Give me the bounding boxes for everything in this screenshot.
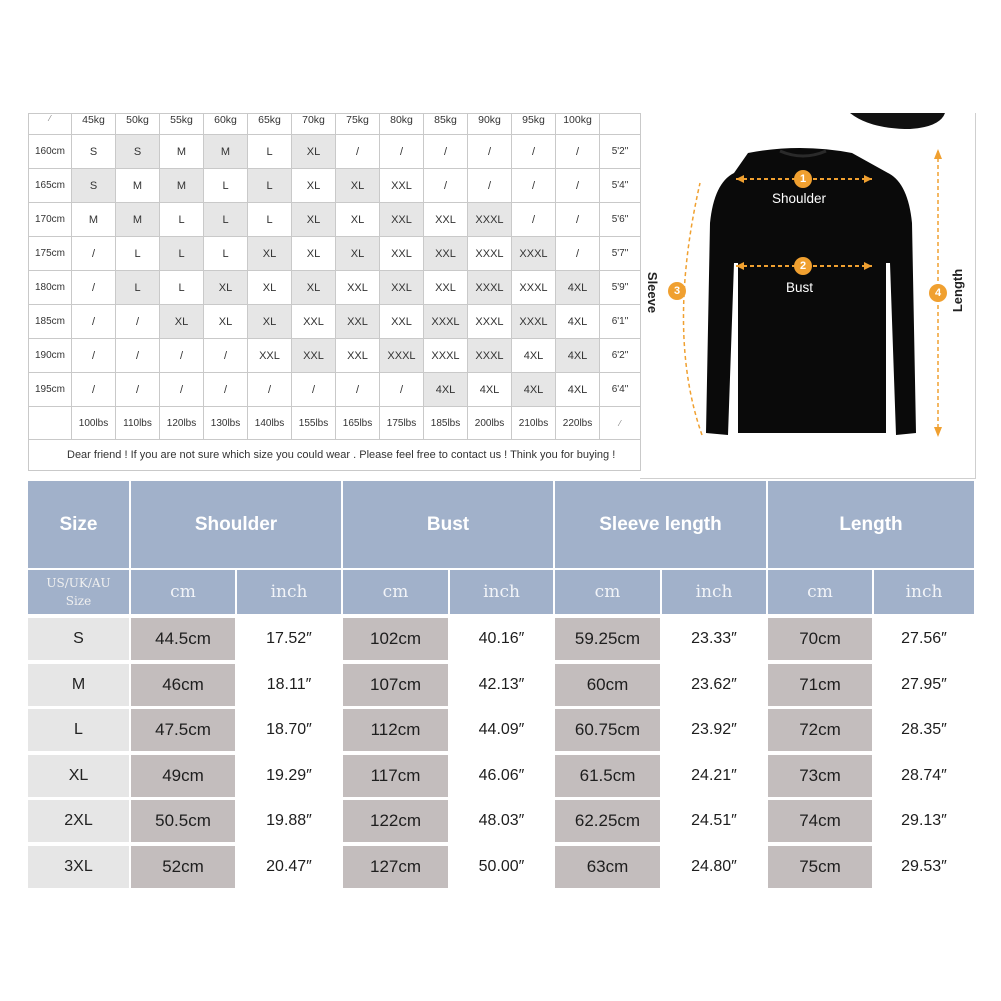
size-column-header: Size bbox=[28, 481, 129, 568]
weight-kg-header: 95kg bbox=[512, 114, 556, 135]
size-recommendation-cell: XL bbox=[336, 203, 380, 237]
size-recommendation-cell: S bbox=[116, 135, 160, 169]
size-recommendation-cell: XXXL bbox=[512, 237, 556, 271]
weight-lbs-label: 165lbs bbox=[336, 407, 380, 440]
size-label-cell: L bbox=[28, 709, 129, 751]
grid-note-row bbox=[29, 440, 641, 471]
unit-inch-header: inch bbox=[874, 570, 974, 614]
measurement-inch-cell: 19.29″ bbox=[237, 755, 341, 797]
unit-cm-header: cm bbox=[555, 570, 660, 614]
measurement-inch-cell: 27.95″ bbox=[874, 664, 974, 706]
size-recommendation-cell: XXXL bbox=[468, 305, 512, 339]
size-recommendation-cell: XXXL bbox=[468, 237, 512, 271]
height-cm-label: 195cm bbox=[29, 373, 72, 407]
unit-inch-header: inch bbox=[237, 570, 341, 614]
height-inch-label: 6'1" bbox=[600, 305, 641, 339]
size-recommendation-cell: XXL bbox=[336, 271, 380, 305]
size-recommendation-cell: M bbox=[160, 135, 204, 169]
size-recommendation-cell: XXL bbox=[380, 203, 424, 237]
size-recommendation-cell: / bbox=[248, 373, 292, 407]
measurement-inch-cell: 23.33″ bbox=[662, 618, 766, 660]
size-recommendation-cell: / bbox=[72, 271, 116, 305]
measurement-inch-cell: 19.88″ bbox=[237, 800, 341, 842]
size-label-cell: S bbox=[28, 618, 129, 660]
weight-kg-header: 65kg bbox=[248, 114, 292, 135]
region-label-line2: Size bbox=[65, 594, 92, 608]
size-recommendation-cell: XL bbox=[292, 169, 336, 203]
size-recommendation-cell: XL bbox=[248, 237, 292, 271]
measurement-inch-cell: 24.80″ bbox=[662, 846, 766, 888]
weight-kg-header: 70kg bbox=[292, 114, 336, 135]
shoulder-label: Shoulder bbox=[772, 191, 827, 206]
measurement-cm-cell: 75cm bbox=[768, 846, 872, 888]
size-recommendation-cell: / bbox=[72, 339, 116, 373]
size-recommendation-cell: / bbox=[336, 135, 380, 169]
measurement-cm-cell: 63cm bbox=[555, 846, 660, 888]
size-recommendation-cell: XL bbox=[336, 169, 380, 203]
size-recommendation-cell: L bbox=[248, 135, 292, 169]
measurement-cm-cell: 47.5cm bbox=[131, 709, 235, 751]
size-recommendation-cell: XL bbox=[292, 237, 336, 271]
size-recommendation-cell: / bbox=[72, 305, 116, 339]
size-recommendation-cell: L bbox=[160, 237, 204, 271]
height-cm-label: 175cm bbox=[29, 237, 72, 271]
measurement-cm-cell: 62.25cm bbox=[555, 800, 660, 842]
grid-corner-bottom bbox=[29, 407, 72, 440]
measurement-cm-cell: 52cm bbox=[131, 846, 235, 888]
size-recommendation-cell: XL bbox=[292, 135, 336, 169]
grid-row bbox=[29, 237, 641, 271]
measurement-inch-cell: 20.47″ bbox=[237, 846, 341, 888]
weight-lbs-label: 185lbs bbox=[424, 407, 468, 440]
size-recommendation-cell: 4XL bbox=[556, 339, 600, 373]
size-recommendation-cell: XXXL bbox=[380, 339, 424, 373]
grid-row bbox=[29, 135, 641, 169]
height-inch-label: 6'4" bbox=[600, 373, 641, 407]
size-recommendation-cell: XXL bbox=[292, 339, 336, 373]
measurement-inch-cell: 24.51″ bbox=[662, 800, 766, 842]
weight-lbs-label: 140lbs bbox=[248, 407, 292, 440]
size-recommendation-cell: / bbox=[424, 135, 468, 169]
weight-kg-header: 90kg bbox=[468, 114, 512, 135]
measurement-cm-cell: 70cm bbox=[768, 618, 872, 660]
size-recommendation-cell: XXL bbox=[336, 305, 380, 339]
weight-kg-header: 75kg bbox=[336, 114, 380, 135]
weight-kg-header: 85kg bbox=[424, 114, 468, 135]
size-recommendation-cell: / bbox=[424, 169, 468, 203]
grid-row bbox=[29, 169, 641, 203]
sleeve-label: Sleeve bbox=[645, 271, 661, 314]
measurement-inch-cell: 18.11″ bbox=[237, 664, 341, 706]
measurement-inch-cell: 44.09″ bbox=[450, 709, 553, 751]
size-recommendation-cell: / bbox=[380, 373, 424, 407]
sleeve-length-column-header: Sleeve length bbox=[555, 481, 766, 568]
size-recommendation-cell: XXL bbox=[424, 237, 468, 271]
height-inch-label: 5'9" bbox=[600, 271, 641, 305]
measurement-inch-cell: 50.00″ bbox=[450, 846, 553, 888]
size-recommendation-cell: / bbox=[116, 373, 160, 407]
measurement-cm-cell: 49cm bbox=[131, 755, 235, 797]
height-cm-label: 170cm bbox=[29, 203, 72, 237]
size-recommendation-cell: 4XL bbox=[556, 305, 600, 339]
measurement-cm-cell: 127cm bbox=[343, 846, 448, 888]
measurement-cm-cell: 72cm bbox=[768, 709, 872, 751]
weight-lbs-label: 100lbs bbox=[72, 407, 116, 440]
size-recommendation-cell: XXL bbox=[380, 305, 424, 339]
grid-lbs-row bbox=[29, 407, 641, 440]
size-recommendation-cell: / bbox=[204, 373, 248, 407]
length-number-badge: 4 bbox=[929, 284, 947, 302]
size-recommendation-cell: / bbox=[116, 339, 160, 373]
weight-kg-header: 45kg bbox=[72, 114, 116, 135]
measurement-cm-cell: 46cm bbox=[131, 664, 235, 706]
measurement-inch-cell: 24.21″ bbox=[662, 755, 766, 797]
measurement-cm-cell: 117cm bbox=[343, 755, 448, 797]
region-label-line1: US/UK/AU bbox=[46, 576, 111, 590]
weight-lbs-label: 175lbs bbox=[380, 407, 424, 440]
height-inch-label: 5'6" bbox=[600, 203, 641, 237]
measurement-inch-cell: 40.16″ bbox=[450, 618, 553, 660]
height-inch-label: 5'7" bbox=[600, 237, 641, 271]
measurement-cm-cell: 60cm bbox=[555, 664, 660, 706]
unit-cm-header: cm bbox=[343, 570, 448, 614]
measurement-inch-cell: 27.56″ bbox=[874, 618, 974, 660]
height-cm-label: 190cm bbox=[29, 339, 72, 373]
measurement-inch-cell: 29.13″ bbox=[874, 800, 974, 842]
size-recommendation-cell: XL bbox=[248, 305, 292, 339]
measurement-cm-cell: 122cm bbox=[343, 800, 448, 842]
size-recommendation-cell: / bbox=[556, 237, 600, 271]
size-recommendation-cell: 4XL bbox=[512, 373, 556, 407]
size-recommendation-cell: M bbox=[72, 203, 116, 237]
grid-row bbox=[29, 339, 641, 373]
size-label-cell: M bbox=[28, 664, 129, 706]
weight-lbs-label: 200lbs bbox=[468, 407, 512, 440]
measurement-cm-cell: 60.75cm bbox=[555, 709, 660, 751]
height-inch-label: 6'2" bbox=[600, 339, 641, 373]
size-recommendation-cell: XXL bbox=[248, 339, 292, 373]
sweater-illustration bbox=[640, 113, 976, 479]
size-recommendation-cell: XL bbox=[292, 271, 336, 305]
size-recommendation-cell: / bbox=[556, 135, 600, 169]
size-recommendation-cell: / bbox=[72, 237, 116, 271]
size-recommendation-cell: L bbox=[204, 203, 248, 237]
size-recommendation-cell: XXXL bbox=[468, 339, 512, 373]
size-recommendation-cell: XXL bbox=[380, 271, 424, 305]
size-recommendation-cell: XXL bbox=[380, 169, 424, 203]
bust-number-badge: 2 bbox=[794, 257, 812, 275]
size-recommendation-cell: XXL bbox=[424, 203, 468, 237]
size-recommendation-cell: L bbox=[248, 169, 292, 203]
size-advice-note: Dear friend ! If you are not sure which size you could wear . Please feel free to contact us ! Think you for buying ! bbox=[29, 440, 641, 471]
weight-lbs-label: 120lbs bbox=[160, 407, 204, 440]
height-inch-label: 5'4" bbox=[600, 169, 641, 203]
size-recommendation-cell: XL bbox=[204, 271, 248, 305]
measurement-cm-cell: 102cm bbox=[343, 618, 448, 660]
size-recommendation-cell: M bbox=[160, 169, 204, 203]
size-recommendation-cell: M bbox=[116, 169, 160, 203]
grid-corner: ⁄ bbox=[29, 114, 72, 135]
measurement-inch-cell: 23.92″ bbox=[662, 709, 766, 751]
weight-kg-header: 80kg bbox=[380, 114, 424, 135]
measurement-inch-cell: 29.53″ bbox=[874, 846, 974, 888]
size-recommendation-cell: XXL bbox=[336, 339, 380, 373]
weight-kg-header: 60kg bbox=[204, 114, 248, 135]
size-recommendation-cell: XXL bbox=[380, 237, 424, 271]
size-recommendation-cell: / bbox=[512, 169, 556, 203]
grid-row bbox=[29, 373, 641, 407]
grid-row bbox=[29, 305, 641, 339]
shoulder-column-header: Shoulder bbox=[131, 481, 341, 568]
measurement-cm-cell: 74cm bbox=[768, 800, 872, 842]
region-size-label bbox=[28, 570, 129, 614]
size-recommendation-cell: S bbox=[72, 169, 116, 203]
measurement-inch-cell: 17.52″ bbox=[237, 618, 341, 660]
measurement-inch-cell: 28.35″ bbox=[874, 709, 974, 751]
length-column-header: Length bbox=[768, 481, 974, 568]
size-recommendation-cell: 4XL bbox=[512, 339, 556, 373]
grid-corner-bottom-right: ⁄ bbox=[600, 407, 641, 440]
size-recommendation-cell: L bbox=[116, 271, 160, 305]
size-recommendation-cell: XXXL bbox=[512, 305, 556, 339]
unit-cm-header: cm bbox=[131, 570, 235, 614]
size-measurement-table bbox=[28, 481, 976, 891]
diagram-border-bottom bbox=[640, 478, 976, 479]
length-label: Length bbox=[950, 268, 966, 313]
size-recommendation-cell: / bbox=[556, 169, 600, 203]
size-recommendation-cell: / bbox=[160, 373, 204, 407]
measurement-cm-cell: 61.5cm bbox=[555, 755, 660, 797]
measurement-inch-cell: 23.62″ bbox=[662, 664, 766, 706]
bust-label: Bust bbox=[786, 280, 814, 295]
size-recommendation-cell: S bbox=[72, 135, 116, 169]
size-recommendation-cell: L bbox=[204, 169, 248, 203]
measurement-cm-cell: 73cm bbox=[768, 755, 872, 797]
size-recommendation-cell: / bbox=[468, 135, 512, 169]
weight-lbs-label: 155lbs bbox=[292, 407, 336, 440]
size-recommendation-cell: 4XL bbox=[556, 271, 600, 305]
weight-kg-header: 50kg bbox=[116, 114, 160, 135]
size-label-cell: XL bbox=[28, 755, 129, 797]
size-recommendation-cell: / bbox=[512, 135, 556, 169]
garment-diagram bbox=[640, 113, 976, 479]
size-recommendation-cell: XXXL bbox=[468, 271, 512, 305]
height-cm-label: 160cm bbox=[29, 135, 72, 169]
size-recommendation-cell: XL bbox=[204, 305, 248, 339]
diagram-border-right bbox=[975, 113, 976, 479]
measurement-inch-cell: 48.03″ bbox=[450, 800, 553, 842]
sleeve-arrow bbox=[683, 183, 702, 435]
size-recommendation-cell: L bbox=[204, 237, 248, 271]
measurement-cm-cell: 50.5cm bbox=[131, 800, 235, 842]
size-recommendation-cell: / bbox=[116, 305, 160, 339]
grid-corner-right bbox=[600, 114, 641, 135]
measurement-inch-cell: 28.74″ bbox=[874, 755, 974, 797]
weight-lbs-label: 220lbs bbox=[556, 407, 600, 440]
size-recommendation-cell: L bbox=[116, 237, 160, 271]
size-recommendation-cell: / bbox=[292, 373, 336, 407]
size-recommendation-cell: / bbox=[204, 339, 248, 373]
size-recommendation-cell: / bbox=[336, 373, 380, 407]
size-recommendation-cell: / bbox=[468, 169, 512, 203]
measurement-inch-cell: 18.70″ bbox=[237, 709, 341, 751]
shoulder-number-badge: 1 bbox=[794, 170, 812, 188]
unit-inch-header: inch bbox=[662, 570, 766, 614]
size-recommendation-cell: M bbox=[204, 135, 248, 169]
weight-lbs-label: 110lbs bbox=[116, 407, 160, 440]
size-recommendation-cell: XL bbox=[292, 203, 336, 237]
size-recommendation-cell: XL bbox=[336, 237, 380, 271]
unit-inch-header: inch bbox=[450, 570, 553, 614]
size-recommendation-cell: L bbox=[160, 271, 204, 305]
weight-height-grid bbox=[28, 113, 641, 471]
weight-kg-header: 100kg bbox=[556, 114, 600, 135]
size-recommendation-cell: 4XL bbox=[424, 373, 468, 407]
weight-lbs-label: 210lbs bbox=[512, 407, 556, 440]
size-recommendation-cell: 4XL bbox=[556, 373, 600, 407]
measurement-inch-cell: 42.13″ bbox=[450, 664, 553, 706]
measurement-cm-cell: 107cm bbox=[343, 664, 448, 706]
measurement-cm-cell: 44.5cm bbox=[131, 618, 235, 660]
unit-cm-header: cm bbox=[768, 570, 872, 614]
size-recommendation-cell: / bbox=[160, 339, 204, 373]
grid-header-row bbox=[29, 114, 641, 135]
sleeve-number-badge: 3 bbox=[668, 282, 686, 300]
height-cm-label: 165cm bbox=[29, 169, 72, 203]
size-recommendation-cell: XXXL bbox=[512, 271, 556, 305]
size-recommendation-cell: L bbox=[248, 203, 292, 237]
size-recommendation-cell: XXL bbox=[292, 305, 336, 339]
size-recommendation-cell: / bbox=[72, 373, 116, 407]
measurement-cm-cell: 112cm bbox=[343, 709, 448, 751]
size-recommendation-cell: M bbox=[116, 203, 160, 237]
weight-lbs-label: 130lbs bbox=[204, 407, 248, 440]
grid-row bbox=[29, 203, 641, 237]
size-recommendation-cell: 4XL bbox=[468, 373, 512, 407]
size-recommendation-cell: / bbox=[556, 203, 600, 237]
bust-column-header: Bust bbox=[343, 481, 553, 568]
size-recommendation-cell: XXXL bbox=[424, 339, 468, 373]
size-recommendation-cell: / bbox=[380, 135, 424, 169]
size-label-cell: 3XL bbox=[28, 846, 129, 888]
measurement-cm-cell: 71cm bbox=[768, 664, 872, 706]
size-recommendation-cell: XXXL bbox=[468, 203, 512, 237]
size-label-cell: 2XL bbox=[28, 800, 129, 842]
measurement-cm-cell: 59.25cm bbox=[555, 618, 660, 660]
size-recommendation-cell: XXXL bbox=[424, 305, 468, 339]
mannequin-head-shape bbox=[850, 113, 945, 129]
height-cm-label: 180cm bbox=[29, 271, 72, 305]
weight-kg-header: 55kg bbox=[160, 114, 204, 135]
height-cm-label: 185cm bbox=[29, 305, 72, 339]
measurement-inch-cell: 46.06″ bbox=[450, 755, 553, 797]
size-recommendation-cell: / bbox=[512, 203, 556, 237]
height-inch-label: 5'2" bbox=[600, 135, 641, 169]
size-recommendation-cell: XXL bbox=[424, 271, 468, 305]
grid-row bbox=[29, 271, 641, 305]
size-recommendation-cell: L bbox=[160, 203, 204, 237]
size-recommendation-cell: XL bbox=[160, 305, 204, 339]
size-recommendation-cell: XL bbox=[248, 271, 292, 305]
